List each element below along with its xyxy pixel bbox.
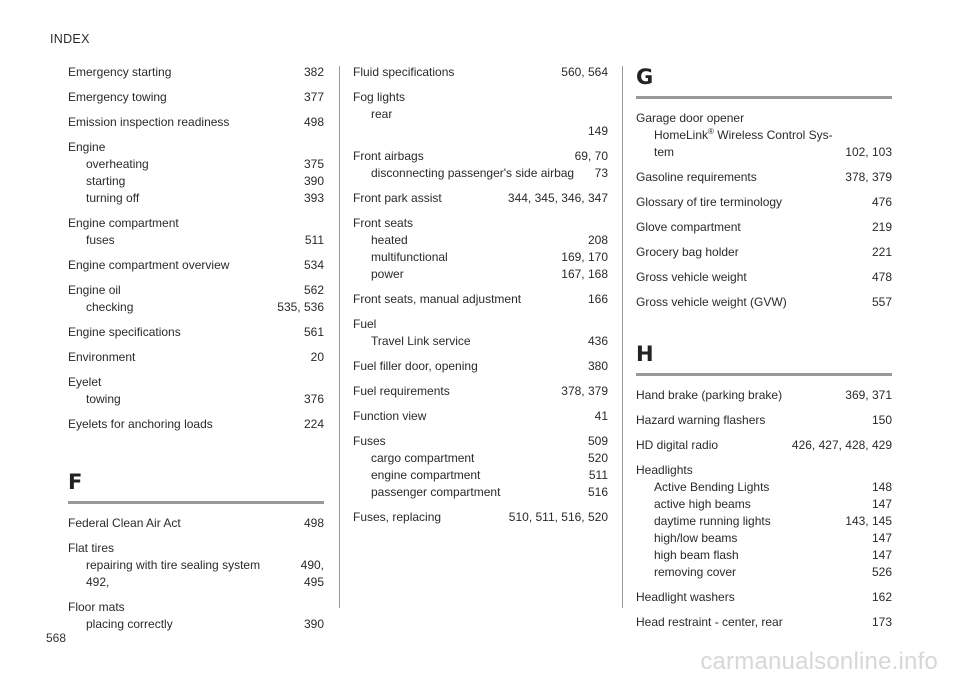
index-entry-line — [654, 513, 892, 530]
page-refs: 344, 345, 346, 347 — [507, 191, 608, 205]
index-entry-line — [371, 106, 608, 123]
page-refs: 390 — [303, 174, 324, 188]
index-subterm: Active Bending Lights — [654, 480, 770, 494]
page-refs: 511 — [588, 468, 608, 482]
page-refs: 562 — [303, 283, 324, 297]
index-term: Function view — [353, 409, 427, 423]
index-subterm-continued: 492, — [86, 575, 110, 589]
index-term: Fuses, replacing — [353, 510, 442, 524]
index-subentry — [68, 232, 324, 249]
index-entry-line — [371, 484, 608, 501]
page-refs: 221 — [871, 245, 892, 259]
index-subentry — [353, 232, 608, 249]
index-entry — [353, 64, 608, 81]
index-entry — [68, 282, 324, 316]
index-subentry — [353, 333, 608, 350]
page-refs: 173 — [871, 615, 892, 629]
index-entry-line — [371, 450, 608, 467]
index-subentry — [353, 249, 608, 266]
index-entry-line — [654, 547, 892, 564]
index-term: Gross vehicle weight — [636, 270, 747, 284]
index-term: Eyelet — [68, 375, 102, 389]
index-entry-line — [353, 509, 608, 526]
index-entry-line — [68, 257, 324, 274]
index-subterm: engine compartment — [371, 468, 481, 482]
page-refs: 382 — [303, 65, 324, 79]
index-entry-line — [636, 194, 892, 211]
index-entry-line — [371, 249, 608, 266]
page-refs: 376 — [303, 392, 324, 406]
page-refs: 149 — [587, 124, 608, 138]
index-entry — [353, 408, 608, 425]
index-term: Emergency starting — [68, 65, 172, 79]
page-refs: 147 — [871, 497, 892, 511]
index-entry — [636, 614, 892, 631]
index-entry-line — [636, 437, 892, 454]
page-refs: 208 — [587, 233, 608, 247]
page-refs: 516 — [587, 485, 608, 499]
index-term: Front airbags — [353, 149, 424, 163]
index-entry-line — [371, 123, 608, 140]
page-refs: 534 — [303, 258, 324, 272]
page-refs: 378, 379 — [561, 384, 608, 398]
index-subterm: placing correctly — [86, 617, 173, 631]
index-subentry — [353, 266, 608, 283]
index-entry — [353, 433, 608, 501]
index-entry — [353, 190, 608, 207]
index-entry-line — [353, 215, 608, 232]
index-entry-line — [68, 599, 324, 616]
index-entry — [68, 64, 324, 81]
index-entry-line — [371, 467, 608, 484]
index-entry-line — [86, 299, 324, 316]
page-refs: 167, 168 — [561, 267, 608, 281]
index-entry-line — [68, 416, 324, 433]
index-entry — [68, 374, 324, 408]
index-term: Hand brake (parking brake) — [636, 388, 783, 402]
index-subentry — [636, 127, 892, 161]
index-entry-line — [353, 148, 608, 165]
index-subentry — [68, 391, 324, 408]
index-entry-line — [353, 316, 608, 333]
index-entry — [353, 358, 608, 375]
page-refs: 73 — [594, 166, 608, 180]
index-entry-line — [68, 215, 324, 232]
index-term: Floor mats — [68, 600, 125, 614]
index-term: Fuel filler door, opening — [353, 359, 478, 373]
index-entry-line — [68, 282, 324, 299]
index-entry-line — [68, 540, 324, 557]
section-divider — [636, 373, 892, 376]
index-subterm: repairing with tire sealing system — [86, 558, 261, 572]
index-entry-line — [86, 557, 324, 574]
section-letter-f: F — [68, 470, 83, 494]
index-entry-line — [68, 64, 324, 81]
index-entry-line — [636, 244, 892, 261]
index-entry-line — [353, 190, 608, 207]
index-subterm: overheating — [86, 157, 149, 171]
index-term: Front seats — [353, 216, 414, 230]
index-entry — [353, 509, 608, 526]
index-entry — [68, 599, 324, 633]
index-entry-line — [353, 383, 608, 400]
registered-mark: ® — [708, 127, 714, 136]
index-entry — [68, 416, 324, 433]
index-subentry — [353, 484, 608, 501]
index-entry — [636, 412, 892, 429]
list-emergency-to-eyelets — [68, 64, 324, 433]
index-entry-line — [371, 333, 608, 350]
page-refs: 147 — [871, 548, 892, 562]
section-letter-h: H — [636, 342, 654, 366]
index-subentry — [68, 616, 324, 633]
index-column-2 — [353, 64, 608, 534]
page-refs: 436 — [587, 334, 608, 348]
page-refs: 498 — [303, 115, 324, 129]
index-entry — [68, 349, 324, 366]
index-subterm: high beam flash — [654, 548, 739, 562]
index-entry-line — [654, 530, 892, 547]
index-entry-line — [86, 173, 324, 190]
index-term: Headlights — [636, 463, 693, 477]
index-subterm: disconnecting passenger's side airbag — [371, 166, 575, 180]
index-term: Engine specifications — [68, 325, 181, 339]
index-term: Fuses — [353, 434, 386, 448]
index-entry-line — [654, 496, 892, 513]
page-refs: 490, — [300, 558, 324, 572]
page-refs: 495 — [303, 575, 324, 589]
index-subterm: high/low beams — [654, 531, 738, 545]
list-section-g — [636, 169, 892, 311]
index-entry-line — [371, 165, 608, 182]
index-subentry — [353, 165, 608, 182]
index-entry-line — [636, 412, 892, 429]
page-refs: 560, 564 — [561, 65, 608, 79]
index-entry — [68, 89, 324, 106]
page-refs: 219 — [871, 220, 892, 234]
page-number: 568 — [46, 631, 67, 645]
page-refs: 369, 371 — [845, 388, 892, 402]
index-entry — [353, 383, 608, 400]
index-entry-line — [371, 232, 608, 249]
index-entry — [636, 110, 892, 161]
index-entry-line — [68, 374, 324, 391]
index-entry-line — [86, 616, 324, 633]
page-refs: 162 — [871, 590, 892, 604]
index-entry — [636, 194, 892, 211]
page-refs: 393 — [303, 191, 324, 205]
section-letter-g: G — [636, 65, 654, 89]
index-term: Fuel — [353, 317, 377, 331]
index-entry-line — [636, 589, 892, 606]
index-term: Grocery bag holder — [636, 245, 739, 259]
index-entry-line — [636, 387, 892, 404]
index-subterm-continued: tem — [654, 145, 675, 159]
watermark-text: carmanualsonline.info — [700, 648, 938, 675]
page-refs: 169, 170 — [561, 250, 608, 264]
list-fluid-to-fuses — [353, 64, 608, 526]
index-entry-line — [86, 156, 324, 173]
index-entry — [353, 291, 608, 308]
page-refs: 526 — [871, 565, 892, 579]
index-entry-line — [353, 64, 608, 81]
page-refs: 150 — [871, 413, 892, 427]
section-divider — [636, 96, 892, 99]
index-subterm: rear — [371, 107, 393, 121]
running-header: INDEX — [50, 32, 90, 46]
index-entry-line — [68, 89, 324, 106]
list-section-h — [636, 387, 892, 631]
index-entry — [636, 294, 892, 311]
index-entry-line — [86, 574, 324, 591]
index-entry-line — [68, 139, 324, 156]
index-subterm: multifunctional — [371, 250, 448, 264]
index-term: Emergency towing — [68, 90, 167, 104]
index-entry-line — [68, 114, 324, 131]
page-refs: 380 — [587, 359, 608, 373]
page-refs: 377 — [303, 90, 324, 104]
index-entry — [636, 462, 892, 581]
index-subentry — [68, 156, 324, 173]
index-term: Engine compartment — [68, 216, 179, 230]
index-entry — [636, 269, 892, 286]
index-subterm: active high beams — [654, 497, 751, 511]
page-refs: 378, 379 — [845, 170, 892, 184]
index-entry-line — [636, 219, 892, 236]
index-entry-line — [68, 324, 324, 341]
index-term: Head restraint - center, rear — [636, 615, 783, 629]
section-h — [636, 341, 892, 631]
index-subentry — [353, 450, 608, 467]
index-entry-line — [353, 291, 608, 308]
index-entry — [68, 215, 324, 249]
index-term: Fog lights — [353, 90, 406, 104]
index-entry — [68, 515, 324, 532]
page-refs: 102, 103 — [845, 145, 892, 159]
column-separator — [339, 66, 340, 608]
section-f — [68, 469, 324, 633]
index-term: Front park assist — [353, 191, 442, 205]
page-refs: 224 — [303, 417, 324, 431]
page-refs: 390 — [303, 617, 324, 631]
index-subterm: cargo compartment — [371, 451, 475, 465]
page-refs: 498 — [303, 516, 324, 530]
index-term: Federal Clean Air Act — [68, 516, 181, 530]
index-entry — [636, 169, 892, 186]
index-term: Gross vehicle weight (GVW) — [636, 295, 787, 309]
index-term: Front seats, manual adjustment — [353, 292, 522, 306]
index-entry-line — [353, 358, 608, 375]
page-refs: 148 — [871, 480, 892, 494]
index-term: Glossary of tire terminology — [636, 195, 783, 209]
section-g — [636, 64, 892, 311]
page-refs: 561 — [303, 325, 324, 339]
index-entry — [636, 387, 892, 404]
index-subentry — [68, 557, 324, 591]
index-entry — [636, 437, 892, 454]
page-refs: 511 — [304, 233, 324, 247]
index-subterm: daytime running lights — [654, 514, 771, 528]
index-subterm: turning off — [86, 191, 140, 205]
index-entry — [636, 219, 892, 236]
index-entry-line — [86, 391, 324, 408]
index-subentry — [636, 479, 892, 496]
index-subentry — [68, 299, 324, 316]
index-entry-line — [636, 110, 892, 127]
index-entry — [68, 540, 324, 591]
page-refs: 509 — [587, 434, 608, 448]
index-entry-line — [86, 232, 324, 249]
index-entry — [68, 257, 324, 274]
index-term: HD digital radio — [636, 438, 719, 452]
index-term: Environment — [68, 350, 136, 364]
index-subentry — [636, 564, 892, 581]
index-subentry — [636, 513, 892, 530]
index-entry-line — [68, 349, 324, 366]
page-refs: 520 — [587, 451, 608, 465]
page-refs: 143, 145 — [845, 514, 892, 528]
index-subterm: removing cover — [654, 565, 737, 579]
index-subterm: starting — [86, 174, 126, 188]
page-refs: 478 — [871, 270, 892, 284]
page-refs: 557 — [871, 295, 892, 309]
index-entry — [68, 324, 324, 341]
index-term: Hazard warning flashers — [636, 413, 766, 427]
index-entry-line — [353, 89, 608, 106]
index-subentry — [636, 496, 892, 513]
index-term: Flat tires — [68, 541, 115, 555]
index-entry — [68, 139, 324, 207]
index-column-3 — [636, 64, 892, 639]
index-entry-line — [654, 144, 892, 161]
index-subterm: Travel Link service — [371, 334, 471, 348]
page-refs: 535, 536 — [277, 300, 324, 314]
index-column-1 — [68, 64, 324, 641]
index-subentry — [353, 467, 608, 484]
index-entry-line — [636, 169, 892, 186]
section-divider — [68, 501, 324, 504]
index-entry-line — [68, 515, 324, 532]
index-entry-line — [636, 614, 892, 631]
index-term: Fuel requirements — [353, 384, 450, 398]
page-refs: 476 — [871, 195, 892, 209]
page-refs: 375 — [303, 157, 324, 171]
index-entry-line — [636, 294, 892, 311]
index-term: Headlight washers — [636, 590, 735, 604]
page-refs: 510, 511, 516, 520 — [508, 510, 608, 524]
index-entry-line — [654, 564, 892, 581]
list-section-f — [68, 515, 324, 633]
index-term: Emission inspection readiness — [68, 115, 230, 129]
index-subentry — [68, 173, 324, 190]
index-subentry — [353, 106, 608, 140]
index-entry — [636, 244, 892, 261]
index-entry-line — [371, 266, 608, 283]
index-entry-line — [636, 462, 892, 479]
index-entry — [353, 215, 608, 283]
page-refs: 20 — [310, 350, 324, 364]
index-term: Fluid specifications — [353, 65, 455, 79]
index-entry — [636, 589, 892, 606]
index-subterm: fuses — [86, 233, 115, 247]
page-refs: 147 — [871, 531, 892, 545]
index-subterm: towing — [86, 392, 121, 406]
index-subentry — [636, 530, 892, 547]
index-entry — [353, 148, 608, 182]
index-subterm: HomeLink® Wireless Control Sys- — [654, 127, 833, 142]
index-subentry — [68, 190, 324, 207]
index-term: Engine oil — [68, 283, 121, 297]
index-entry-line — [86, 190, 324, 207]
column-separator — [622, 66, 623, 608]
index-entry-line — [353, 408, 608, 425]
index-term: Engine — [68, 140, 106, 154]
index-entry-line — [654, 479, 892, 496]
index-subterm: power — [371, 267, 404, 281]
index-term: Garage door opener — [636, 111, 745, 125]
index-entry — [68, 114, 324, 131]
index-term: Engine compartment overview — [68, 258, 230, 272]
index-subterm: passenger compartment — [371, 485, 501, 499]
index-entry-line — [636, 269, 892, 286]
index-term: Gasoline requirements — [636, 170, 757, 184]
index-entry-line — [353, 433, 608, 450]
index-term: Eyelets for anchoring loads — [68, 417, 213, 431]
index-entry — [353, 316, 608, 350]
page-refs: 69, 70 — [574, 149, 608, 163]
page-refs: 166 — [587, 292, 608, 306]
index-entry — [353, 89, 608, 140]
index-entry-line — [654, 127, 892, 144]
index-subentry — [636, 547, 892, 564]
index-subterm: checking — [86, 300, 134, 314]
index-term: Glove compartment — [636, 220, 741, 234]
page-refs: 426, 427, 428, 429 — [791, 438, 892, 452]
page-refs: 41 — [594, 409, 608, 423]
index-subterm: heated — [371, 233, 408, 247]
